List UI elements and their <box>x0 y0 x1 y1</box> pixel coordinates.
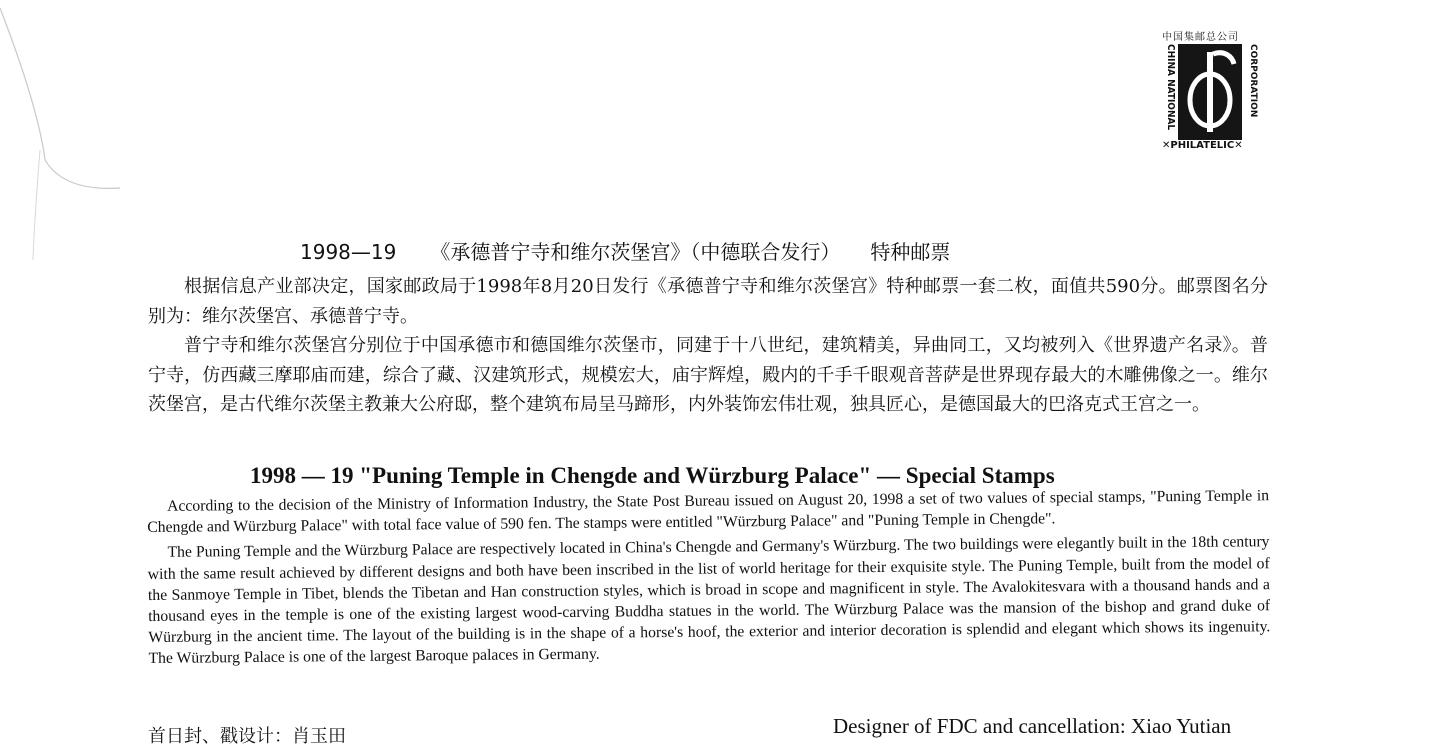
designer-credit-chinese: 首日封、戳设计：肖玉田 <box>148 726 346 747</box>
chinese-paragraph-2: 普宁寺和维尔茨堡宫分别位于中国承德市和德国维尔茨堡市，同建于十八世纪，建筑精美，异曲同工，又均被列入《世界遗产名录》。普宁寺，仿西藏三摩耶庙而建，综合了藏、汉建筑形式，规模宏大，庙宇辉煌，殿内的千手千眼观音菩萨是世界现存最大的木雕佛像之一。维尔茨堡宫，是古代维尔茨堡主教兼大公府邸，整个建筑布局呈马蹄形，内外装饰宏伟壮观，独具匠心，是德国最大的巴洛克式王宫之一。 <box>148 335 1268 415</box>
english-title: 1998 — 19 "Puning Temple in Chengde and Würzburg Palace" — Special Stamps <box>250 463 1055 488</box>
envelope-flap-curve <box>0 0 200 260</box>
logo-text-corporation: CORPORATION <box>1248 44 1258 118</box>
english-paragraph-1: According to the decision of the Ministry of Information Industry, the State Post Bureau issued on August 20, 1998 a set of two values of special stamps, "Puning Temple in Chengde and Würzburg Palace" with total face value of 590 fen. The stamps were entitled "Würzburg Palace" and "Puning Temple in Chengde". <box>147 487 1270 537</box>
logo-text-china-national: CHINA NATIONAL <box>1165 44 1176 131</box>
english-paragraph-2: The Puning Temple and the Würzburg Palace are respectively located in China's Chengde and Germany's Würzburg. The two buildings were elegantly built in the 18th century with the same result achieved by different designs and both have been inscribed in the list of world heritage for their exquisite style. The Puning Temple, built from the model of the Sanmoye Temple in Tibet, blends the Tibetan and Han construction styles, which is broad in scope and magnificent in style. The Avalokitesvara with a thousand hands and a thousand eyes in the temple is one of the existing largest wood-carving Buddha statues in the world. The Würzburg Palace was the mansion of the bishop and grand duke of Würzburg in the ancient time. The layout of the building is in the shape of a horse's hoof, the exterior and interior decoration is splendid and elegant which shows its ingenuity. The Würzburg Palace is one of the largest Baroque palaces in Germany. <box>147 533 1271 668</box>
chinese-title <box>300 236 950 265</box>
chinese-title-type: 特种邮票 <box>870 240 951 264</box>
chinese-description <box>148 272 1268 420</box>
phi-emblem-icon <box>1178 44 1242 140</box>
logo-text-philatelic: ✕PHILATELIC✕ <box>1162 140 1243 151</box>
chinese-paragraph-1: 根据信息产业部决定，国家邮政局于1998年8月20日发行《承德普宁寺和维尔茨堡宫》特种邮票一套二枚，面值共590分。邮票图名分别为：维尔茨堡宫、承德普宁寺。 <box>148 276 1268 327</box>
logo-chinese-name: 中国集邮总公司 <box>1162 32 1239 43</box>
chinese-title-number: 1998—19 <box>300 240 397 264</box>
philatelic-corporation-logo <box>1160 28 1260 153</box>
chinese-title-name: 《承德普宁寺和维尔茨堡宫》（中德联合发行） <box>430 240 841 264</box>
english-description <box>147 485 1271 669</box>
logo-emblem <box>1178 44 1242 140</box>
designer-credit-english: Designer of FDC and cancellation: Xiao Yutian <box>833 714 1232 738</box>
